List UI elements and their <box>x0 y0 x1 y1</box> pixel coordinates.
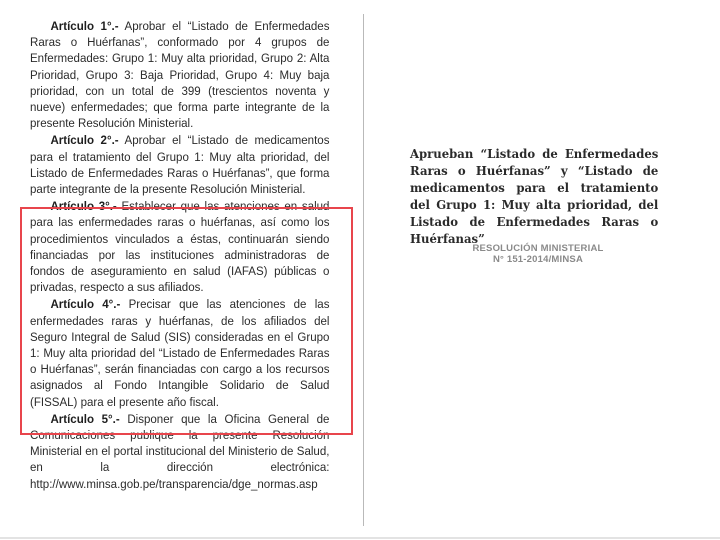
article-1 <box>30 18 329 131</box>
articles-column <box>30 18 329 493</box>
article-4-heading: Artículo 4°.- <box>50 297 121 312</box>
resolution-number: N° 151-2014/MINSA <box>492 254 584 265</box>
article-1-heading: Artículo 1°.- <box>50 19 119 33</box>
article-3 <box>30 198 329 295</box>
resolution-title: Aprueban “Listado de Enfermedades Raras o Huérfanas” y “Listado de medicamentos para el tratamiento del Grupo 1: Muy alta prioridad, del Listado de Enfermedades Raras o Huérfanas” <box>410 147 659 246</box>
article-2-heading: Artículo 2°.- <box>50 133 119 148</box>
article-2 <box>30 132 329 197</box>
article-5-heading: Artículo 5°.- <box>50 411 120 426</box>
resolution-reference <box>430 243 646 265</box>
article-1-body: Aprobar el “Listado de Enfermedades Raras o Huérfanas”, conformado por 4 grupos de Enfermedades: Grupo 1: Muy alta prioridad, Grupo 2: Alta Prioridad, Grupo 3: Baja Prioridad, Grupo 4: Muy baja prioridad, con un total de 399 (trescientos noventa y nueve) enfermedades; que forma parte integrante de la presente Resolución Ministerial. <box>30 19 330 131</box>
article-4-body: Precisar que las atenciones de las enfermedades raras y huérfanas, de los afiliados del Seguro Integral de Salud (SIS) consideradas en el Grupo 1: Muy alta prioridad del “Listado de Enfermedades Raras o Huérfanas”, serán financiadas con cargo a los recursos asignados al Fondo Intangible Solidario de Salud (FISSAL) para el presente año fiscal. <box>30 297 330 409</box>
article-3-heading: Artículo 3°.- <box>50 199 117 214</box>
article-5 <box>30 411 329 492</box>
article-3-body: Establecer que las atenciones en salud para las enfermedades raras o huérfanas, así como los procedimientos vinculados a éstas, continuarán siendo financiadas por las instituciones administradoras de fondos de aseguramiento en salud (IAFAS) públicas o privadas, respecto a sus afiliados. <box>30 199 330 295</box>
resolution-label: RESOLUCIÓN MINISTERIAL <box>472 243 604 254</box>
article-5-body: Disponer que la Oficina General de Comunicaciones publique la presente Resolución Ministerial en el portal institucional del Ministerio de Salud, en la dirección electrónica: http://www.minsa.gob.pe/transparencia/dge_normas.asp <box>30 411 330 491</box>
article-2-body: Aprobar el “Listado de medicamentos para el tratamiento del Grupo 1: Muy alta prioridad, del Listado de Enfermedades Raras o Huérfanas”, que forma parte integrante de la presente Resolución Ministerial. <box>30 133 330 197</box>
article-4 <box>30 296 329 409</box>
column-divider <box>363 14 364 526</box>
bottom-rule <box>0 537 720 539</box>
